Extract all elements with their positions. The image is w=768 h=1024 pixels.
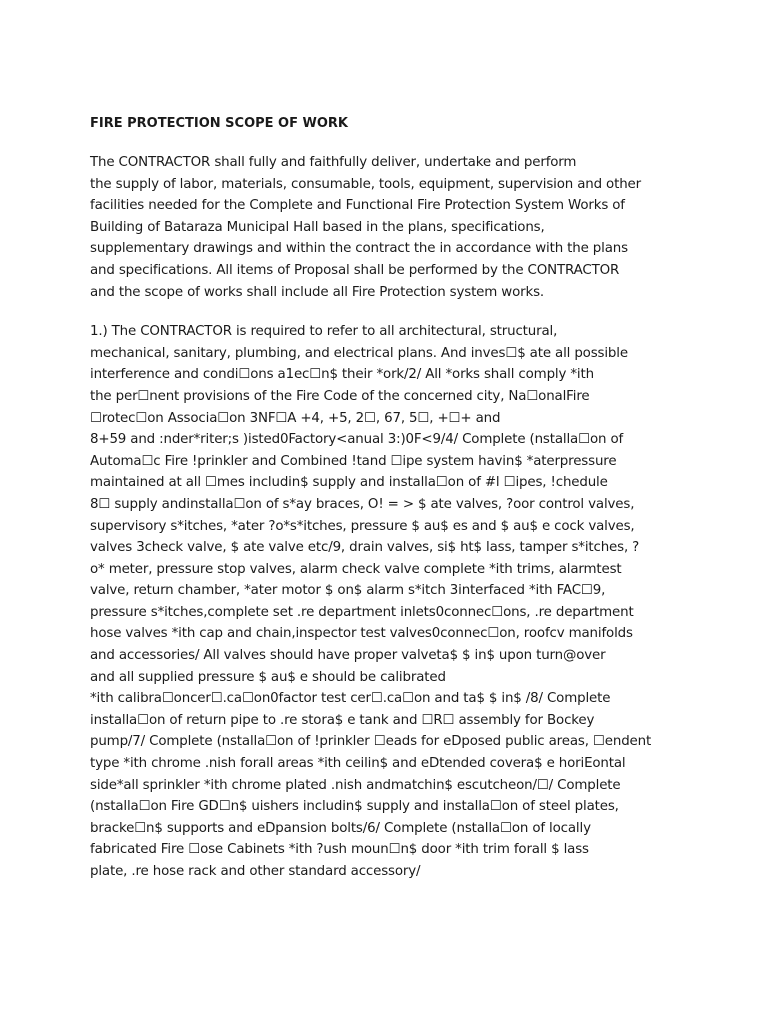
text-line: installa☐on of return pipe to .re stora$ e tank and ☐R☐ assembly for Bockey [90, 712, 595, 728]
text-line: facilities needed for the Complete and Functional Fire Protection System Works of [90, 198, 625, 214]
text-line: ☐rotec☐on Associa☐on 3NF☐A +4, +5, 2☐, 67, 5☐, +☐+ and [90, 410, 501, 426]
document-title: FIRE PROTECTION SCOPE OF WORK [90, 116, 348, 131]
text-line: plate, .re hose rack and other standard accessory/ [90, 864, 421, 879]
text-line: pressure s*itches,complete set .re department inlets0connec☐ons, .re department [90, 604, 634, 620]
text-line: 8☐ supply andinstalla☐on of s*ay braces, O! = > $ ate valves, ?oor control valves, [90, 496, 635, 512]
text-line: supplementary drawings and within the contract the in accordance with the plans [90, 241, 628, 257]
text-line: fabricated Fire ☐ose Cabinets *ith ?ush moun☐n$ door *ith trim forall $ lass [90, 842, 589, 858]
text-line: 8+59 and :nder*riter;s )isted0Factory<anual 3:)0F<9/4/ Complete (nstalla☐on of [90, 432, 624, 448]
text-line: Automa☐c Fire !prinkler and Combined !tand ☐ipe system havin$ *aterpressure [90, 453, 617, 469]
text-line: the supply of labor, materials, consumable, tools, equipment, supervision and other [90, 176, 641, 192]
paragraph [90, 152, 760, 303]
text-line: (nstalla☐on Fire GD☐n$ uishers includin$ supply and installa☐on of steel plates, [90, 799, 619, 815]
text-line: interference and condi☐ons a1ec☐n$ their *ork/2/ All *orks shall comply *ith [90, 367, 594, 383]
text-line: Building of Bataraza Municipal Hall based in the plans, specifications, [90, 219, 545, 235]
text-line: the per☐nent provisions of the Fire Code of the concerned city, Na☐onalFire [90, 388, 590, 404]
text-line: supervisory s*itches, *ater ?o*s*itches, pressure $ au$ es and $ au$ e cock valves, [90, 518, 635, 534]
text-line: valves 3check valve, $ ate valve etc/9, drain valves, si$ ht$ lass, tamper s*itches, ? [90, 540, 640, 556]
text-line: type *ith chrome .nish forall areas *ith ceilin$ and eDtended covera$ e horiEontal [90, 756, 626, 772]
text-line: mechanical, sanitary, plumbing, and electrical plans. And inves☐$ ate all possible [90, 345, 628, 361]
text-line: hose valves *ith cap and chain,inspector test valves0connec☐on, roofcv manifolds [90, 626, 633, 642]
text-line: *ith calibra☐oncer☐.ca☐on0factor test cer☐.ca☐on and ta$ $ in$ /8/ Complete [90, 691, 611, 707]
text-line: and accessories/ All valves should have proper valveta$ $ in$ upon turn@over [90, 648, 606, 664]
text-line: and all supplied pressure $ au$ e should be calibrated [90, 669, 446, 685]
text-line: valve, return chamber, *ater motor $ on$ alarm s*itch 3interfaced *ith FAC☐9, [90, 583, 606, 599]
text-line: pump/7/ Complete (nstalla☐on of !prinkler ☐eads for eDposed public areas, ☐endent [90, 734, 652, 750]
paragraphs [90, 152, 760, 883]
text-line: maintained at all ☐mes includin$ supply and installa☐on of #l ☐ipes, !chedule [90, 475, 608, 491]
text-line: o* meter, pressure stop valves, alarm check valve complete *ith trims, alarmtest [90, 561, 622, 577]
paragraph [90, 321, 760, 882]
text-line: side*all sprinkler *ith chrome plated .nish andmatchin$ escutcheon/☐/ Complete [90, 777, 621, 793]
text-line: and specifications. All items of Proposal shall be performed by the CONTRACTOR [90, 262, 620, 278]
text-line: The CONTRACTOR shall fully and faithfully deliver, undertake and perform [90, 155, 577, 170]
text-line: bracke☐n$ supports and eDpansion bolts/6/ Complete (nstalla☐on of locally [90, 820, 591, 836]
text-line: and the scope of works shall include all Fire Protection system works. [90, 284, 545, 300]
document-body [90, 114, 760, 901]
text-line: 1.) The CONTRACTOR is required to refer to all architectural, structural, [90, 324, 558, 340]
